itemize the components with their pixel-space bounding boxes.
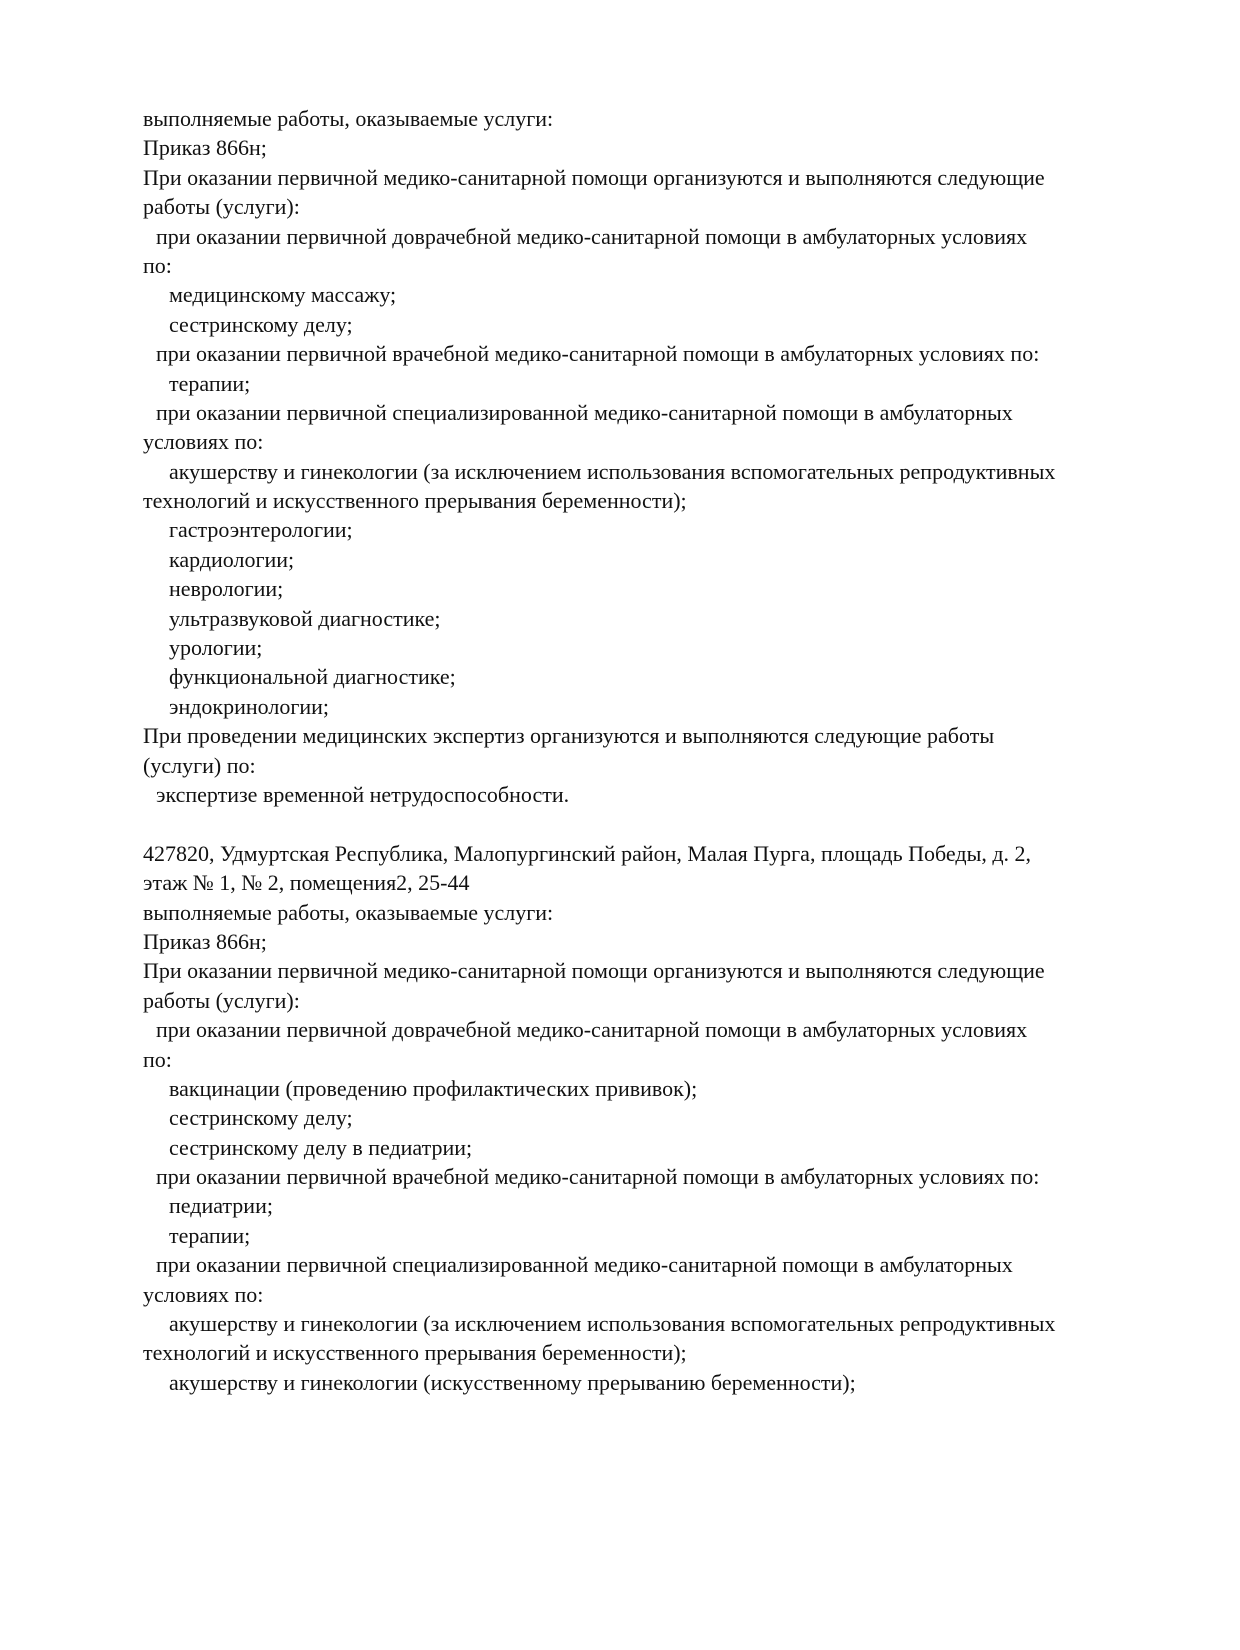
intro-text-line: работы (услуги): xyxy=(143,194,300,220)
prevrach-heading: при оказании первичной доврачебной медико-санитарной помощи в амбулаторных условиях xyxy=(156,1017,1028,1043)
vrach-heading: при оказании первичной врачебной медико-санитарной помощи в амбулаторных условиях по: xyxy=(156,341,1040,367)
prevrach-heading-cont: по: xyxy=(143,1046,172,1072)
list-item: педиатрии; xyxy=(169,1193,273,1219)
list-item: сестринскому делу; xyxy=(169,1105,353,1131)
list-item: эндокринологии; xyxy=(169,693,330,719)
intro-text-line: При оказании первичной медико-санитарной помощи организуются и выполняются следующие xyxy=(143,958,1045,984)
spec-heading-cont: условиях по: xyxy=(143,429,264,455)
spec-heading: при оказании первичной специализированной медико-санитарной помощи в амбулаторных xyxy=(156,1252,1013,1278)
prevrach-heading-cont: по: xyxy=(143,252,172,278)
list-item: акушерству и гинекологии (за исключением использования вспомогательных репродуктивных xyxy=(169,1311,1056,1337)
list-item: функциональной диагностике; xyxy=(169,664,456,690)
list-item: медицинскому массажу; xyxy=(169,282,397,308)
document-page xyxy=(143,104,1153,1397)
list-item-cont: технологий и искусственного прерывания беременности); xyxy=(143,1340,687,1366)
vrach-heading: при оказании первичной врачебной медико-санитарной помощи в амбулаторных условиях по: xyxy=(156,1164,1040,1190)
expert-heading: При проведении медицинских экспертиз организуются и выполняются следующие работы xyxy=(143,723,995,749)
list-item: урологии; xyxy=(169,635,263,661)
expert-heading-cont: (услуги) по: xyxy=(143,752,256,778)
services-header: выполняемые работы, оказываемые услуги: xyxy=(143,899,554,925)
order-reference: Приказ 866н; xyxy=(143,135,267,161)
spec-heading-cont: условиях по: xyxy=(143,1281,264,1307)
list-item: экспертизе временной нетрудоспособности. xyxy=(156,781,570,807)
list-item: сестринскому делу в педиатрии; xyxy=(169,1134,473,1160)
list-item: кардиологии; xyxy=(169,546,295,572)
order-reference: Приказ 866н; xyxy=(143,928,267,954)
services-header: выполняемые работы, оказываемые услуги: xyxy=(143,106,554,131)
intro-text-line: При оказании первичной медико-санитарной помощи организуются и выполняются следующие xyxy=(143,164,1045,190)
intro-text-line: работы (услуги): xyxy=(143,987,300,1013)
section-gap xyxy=(143,809,1153,838)
list-item: вакцинации (проведению профилактических прививок); xyxy=(169,1075,698,1101)
list-item: сестринскому делу; xyxy=(169,311,353,337)
address-line: этаж № 1, № 2, помещения2, 25-44 xyxy=(143,870,470,896)
address-line: 427820, Удмуртская Республика, Малопургинский район, Малая Пурга, площадь Победы, д. 2, xyxy=(143,840,1032,866)
prevrach-heading: при оказании первичной доврачебной медико-санитарной помощи в амбулаторных условиях xyxy=(156,223,1028,249)
list-item: гастроэнтерологии; xyxy=(169,517,353,543)
list-item: акушерству и гинекологии (искусственному прерыванию беременности); xyxy=(169,1369,856,1395)
list-item-cont: технологий и искусственного прерывания беременности); xyxy=(143,488,687,514)
list-item: терапии; xyxy=(169,370,251,396)
list-item: акушерству и гинекологии (за исключением использования вспомогательных репродуктивных xyxy=(169,458,1056,484)
spec-heading: при оказании первичной специализированной медико-санитарной помощи в амбулаторных xyxy=(156,399,1013,425)
list-item: терапии; xyxy=(169,1222,251,1248)
list-item: ультразвуковой диагностике; xyxy=(169,605,441,631)
list-item: неврологии; xyxy=(169,576,284,602)
